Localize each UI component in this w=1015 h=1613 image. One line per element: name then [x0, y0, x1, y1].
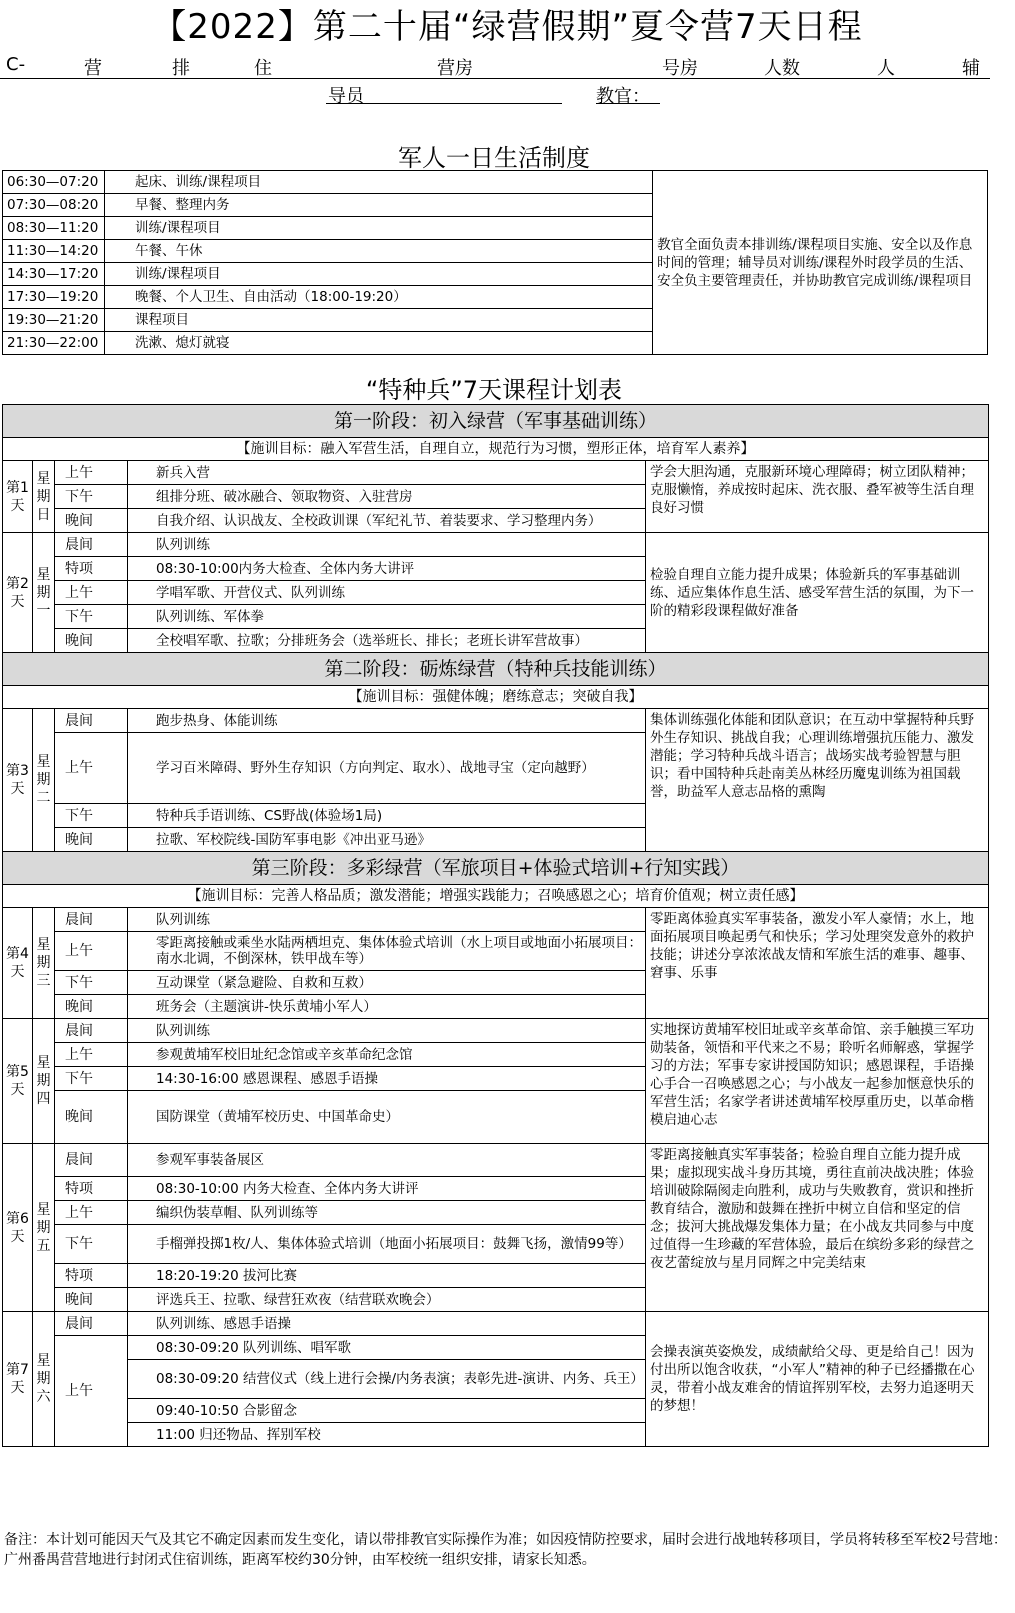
stage-row [3, 653, 989, 686]
week-label: 星期五 [33, 1144, 55, 1312]
slot-cell: 上午 [55, 461, 128, 485]
day-label: 第2天 [3, 533, 33, 653]
info-camp: 营 [84, 58, 102, 79]
time-cell: 19:30—21:20 [3, 309, 105, 332]
activity-cell: 拉歌、军校院线-国防军事电影《冲出亚马逊》 [128, 828, 646, 852]
table-row [3, 1019, 989, 1043]
activity-cell: 评选兵王、拉歌、绿营狂欢夜（结营联欢晚会） [128, 1288, 646, 1312]
day-label: 第6天 [3, 1144, 33, 1312]
time-cell: 14:30—17:20 [3, 263, 105, 286]
time-cell: 07:30—08:20 [3, 194, 105, 217]
day-label: 第4天 [3, 908, 33, 1019]
activity-cell: 全校唱军歌、拉歌；分排班务会（选举班长、排长；老班长讲军营故事） [128, 629, 646, 653]
time-cell: 17:30—19:20 [3, 286, 105, 309]
week-label: 星期三 [33, 908, 55, 1019]
day-note: 零距离接触真实军事装备；检验自理自立能力提升成果；虚拟现实战斗身历其境，勇往直前决战决胜；体验培训破除隔阂走向胜利，成功与失败教育，赏识和挫折教育结合，激励和鼓舞在挫折中树立自信和坚定的信念；拔河大挑战爆发集体力量；在小战友共同参与中度过值得一生珍藏的军营体验，最后在缤纷多彩的绿营之夜艺蕾绽放与星月同辉之中完美结束 [646, 1144, 989, 1312]
activity-cell: 队列训练、军体拳 [128, 605, 646, 629]
activity-cell: 班务会（主题演讲-快乐黄埔小军人） [128, 995, 646, 1019]
table-row [3, 709, 989, 733]
activity-cell: 队列训练、感恩手语操 [128, 1312, 646, 1336]
day-label: 第5天 [3, 1019, 33, 1144]
activity-cell: 互动课堂（紧急避险、自救和互救） [128, 971, 646, 995]
week-label: 星期二 [33, 709, 55, 852]
info-underline [0, 78, 990, 79]
info-fu: 辅 [962, 58, 980, 79]
activity-cell: 08:30-10:00内务大检查、全体内务大讲评 [128, 557, 646, 581]
info-renshu: 人数 [764, 58, 800, 79]
daoyuan-blank [326, 103, 562, 104]
slot-cell: 晨间 [55, 709, 128, 733]
table-row [3, 171, 988, 194]
slot-cell: 晚间 [55, 1288, 128, 1312]
day-label: 第1天 [3, 461, 33, 533]
table-row [3, 1144, 989, 1177]
info-c: C- [6, 54, 26, 75]
activity-cell: 18:20-19:20 拔河比赛 [128, 1264, 646, 1288]
week-label: 星期日 [33, 461, 55, 533]
info-daoyuan: 导员 [328, 86, 364, 107]
slot-cell: 晨间 [55, 1019, 128, 1043]
day-note: 实地探访黄埔军校旧址或辛亥革命馆、亲手触摸三军功勋装备，领悟和平代来之不易；聆听名师解惑，掌握学习的方法；军事专家讲授国防知识；感恩课程，手语操心手合一召唤感恩之心；与小战友一起参加惬意快乐的军营生活；名家学者讲述黄埔军校厚重历史，以革命楷模启迪心志 [646, 1019, 989, 1144]
stage-goal: 【施训目标：强健体魄；磨练意志；突破自我】 [3, 686, 989, 709]
activity-cell: 训练/课程项目 [105, 217, 653, 240]
info-jiaoguan: 教官： [596, 86, 650, 107]
activity-cell: 队列训练 [128, 533, 646, 557]
info-pai: 排 [172, 58, 190, 79]
activity-cell: 新兵入营 [128, 461, 646, 485]
stage-row [3, 405, 989, 438]
day-note: 集体训练强化体能和团队意识；在互动中掌握特种兵野外生存知识、挑战自我；心理训练增强抗压能力、激发潜能；学习特种兵战斗语言；战场实战考验智慧与胆识；看中国特种兵赴南美丛林经历魔鬼训练为祖国载誉，助益军人意志品格的熏陶 [646, 709, 989, 852]
slot-cell: 晨间 [55, 1312, 128, 1336]
activity-cell: 洗漱、熄灯就寝 [105, 332, 653, 355]
activity-cell: 08:30-09:20 结营仪式（线上进行会操/内务表演；表彰先进-演讲、内务、兵王） [128, 1360, 646, 1399]
slot-cell: 晚间 [55, 995, 128, 1019]
slot-cell: 上午 [55, 1336, 128, 1447]
activity-cell: 参观黄埔军校旧址纪念馆或辛亥革命纪念馆 [128, 1043, 646, 1067]
activity-cell: 起床、训练/课程项目 [105, 171, 653, 194]
slot-cell: 晨间 [55, 1144, 128, 1177]
slot-cell: 特项 [55, 1177, 128, 1201]
slot-cell: 上午 [55, 1043, 128, 1067]
activity-cell: 11:00 归还物品、挥别军校 [128, 1423, 646, 1447]
time-cell: 11:30—14:20 [3, 240, 105, 263]
activity-cell: 08:30-10:00 内务大检查、全体内务大讲评 [128, 1177, 646, 1201]
activity-cell: 队列训练 [128, 908, 646, 932]
goal-row [3, 686, 989, 709]
stage-goal: 【施训目标：完善人格品质；激发潜能；增强实践能力；召唤感恩之心；培育价值观；树立责任感】 [3, 885, 989, 908]
activity-cell: 早餐、整理内务 [105, 194, 653, 217]
slot-cell: 晚间 [55, 1091, 128, 1144]
info-line-1 [0, 54, 1015, 79]
activity-cell: 跑步热身、体能训练 [128, 709, 646, 733]
activity-cell: 零距离接触或乘坐水陆两栖坦克、集体体验式培训（水上项目或地面小拓展项目：南水北调，不倒深林，铁甲战车等） [128, 932, 646, 971]
slot-cell: 下午 [55, 1225, 128, 1264]
stage-goal: 【施训目标：融入军营生活，自理自立，规范行为习惯，塑形正体，培育军人素养】 [3, 438, 989, 461]
stage-title: 第二阶段：砺炼绿营（特种兵技能训练） [3, 653, 989, 686]
week-label: 星期六 [33, 1312, 55, 1447]
slot-cell: 上午 [55, 733, 128, 804]
goal-row [3, 885, 989, 908]
day-note: 零距离体验真实军事装备，激发小军人豪情；水上，地面拓展项目唤起勇气和快乐；学习处理突发意外的救护技能；讲述分享浓浓战友情和军旅生活的难事、趣事、窘事、乐事 [646, 908, 989, 1019]
activity-cell: 14:30-16:00 感恩课程、感恩手语操 [128, 1067, 646, 1091]
activity-cell: 国防课堂（黄埔军校历史、中国革命史） [128, 1091, 646, 1144]
footer-note: 备注：本计划可能因天气及其它不确定因素而发生变化，请以带排教官实际操作为准；如因疫情防控要求，届时会进行战地转移项目，学员将转移至军校2号营地：广州番禺营营地进行封闭式住宿训练，距离军校约30分钟，由军校统一组织安排，请家长知悉。 [4, 1532, 1007, 1568]
slot-cell: 上午 [55, 932, 128, 971]
course-plan-table [2, 404, 989, 1447]
activity-cell: 手榴弹投掷1枚/人、集体体验式培训（地面小拓展项目：鼓舞飞扬，激情99等） [128, 1225, 646, 1264]
table-row [3, 461, 989, 485]
activity-cell: 午餐、午休 [105, 240, 653, 263]
time-cell: 21:30—22:00 [3, 332, 105, 355]
slot-cell: 晚间 [55, 828, 128, 852]
jiaoguan-blank [596, 103, 660, 104]
stage-title: 第一阶段：初入绿营（军事基础训练） [3, 405, 989, 438]
daily-note: 教官全面负责本排训练/课程项目实施、安全以及作息时间的管理；辅导员对训练/课程外时段学员的生活、安全负主要管理责任，并协助教官完成训练/课程项目 [653, 171, 988, 355]
slot-cell: 晚间 [55, 629, 128, 653]
activity-cell: 特种兵手语训练、CS野战(体验场1局) [128, 804, 646, 828]
goal-row [3, 438, 989, 461]
slot-cell: 特项 [55, 557, 128, 581]
activity-cell: 09:40-10:50 合影留念 [128, 1399, 646, 1423]
activity-cell: 训练/课程项目 [105, 263, 653, 286]
activity-cell: 参观军事装备展区 [128, 1144, 646, 1177]
activity-cell: 课程项目 [105, 309, 653, 332]
slot-cell: 晨间 [55, 533, 128, 557]
slot-cell: 下午 [55, 485, 128, 509]
slot-cell: 下午 [55, 1067, 128, 1091]
activity-cell: 晚餐、个人卫生、自由活动（18:00-19:20） [105, 286, 653, 309]
slot-cell: 晨间 [55, 908, 128, 932]
time-cell: 08:30—11:20 [3, 217, 105, 240]
activity-cell: 队列训练 [128, 1019, 646, 1043]
activity-cell: 08:30-09:20 队列训练、唱军歌 [128, 1336, 646, 1360]
table-row [3, 1312, 989, 1336]
daily-title: 军人一日生活制度 [398, 144, 590, 172]
day-label: 第7天 [3, 1312, 33, 1447]
activity-cell: 学唱军歌、开营仪式、队列训练 [128, 581, 646, 605]
slot-cell: 下午 [55, 605, 128, 629]
stage-row [3, 852, 989, 885]
slot-cell: 下午 [55, 971, 128, 995]
time-cell: 06:30—07:20 [3, 171, 105, 194]
activity-cell: 学习百米障碍、野外生存知识（方向判定、取水）、战地寻宝（定向越野） [128, 733, 646, 804]
table-row [3, 533, 989, 557]
day-note: 检验自理自立能力提升成果；体验新兵的军事基础训练、适应集体作息生活、感受军营生活的氛围，为下一阶的精彩段课程做好准备 [646, 533, 989, 653]
slot-cell: 晚间 [55, 509, 128, 533]
info-haofang: 号房 [662, 58, 698, 79]
page-title: 【2022】第二十届“绿营假期”夏令营7天日程 [152, 7, 863, 47]
day-note: 会操表演英姿焕发，成绩献给父母、更是给自己！因为付出所以饱含收获，“小军人”精神的种子已经播撒在心灵，带着小战友难舍的情谊挥别军校，去努力追逐明天的梦想！ [646, 1312, 989, 1447]
daily-schedule-table [2, 170, 988, 355]
slot-cell: 上午 [55, 1201, 128, 1225]
week-label: 星期一 [33, 533, 55, 653]
day-label: 第3天 [3, 709, 33, 852]
stage-title: 第三阶段：多彩绿营（军旅项目+体验式培训+行知实践） [3, 852, 989, 885]
info-yingfang: 营房 [437, 58, 473, 79]
plan-title: “特种兵”7天课程计划表 [365, 376, 623, 404]
activity-cell: 组排分班、破冰融合、领取物资、入驻营房 [128, 485, 646, 509]
info-ren: 人 [877, 58, 895, 79]
slot-cell: 特项 [55, 1264, 128, 1288]
day-note: 学会大胆沟通，克服新环境心理障碍；树立团队精神；克服懒惰，养成按时起床、洗衣服、叠军被等生活自理良好习惯 [646, 461, 989, 533]
table-row [3, 908, 989, 932]
activity-cell: 编织伪装草帽、队列训练等 [128, 1201, 646, 1225]
info-zhu: 住 [254, 58, 272, 79]
slot-cell: 上午 [55, 581, 128, 605]
week-label: 星期四 [33, 1019, 55, 1144]
activity-cell: 自我介绍、认识战友、全校政训课（军纪礼节、着装要求、学习整理内务） [128, 509, 646, 533]
slot-cell: 下午 [55, 804, 128, 828]
